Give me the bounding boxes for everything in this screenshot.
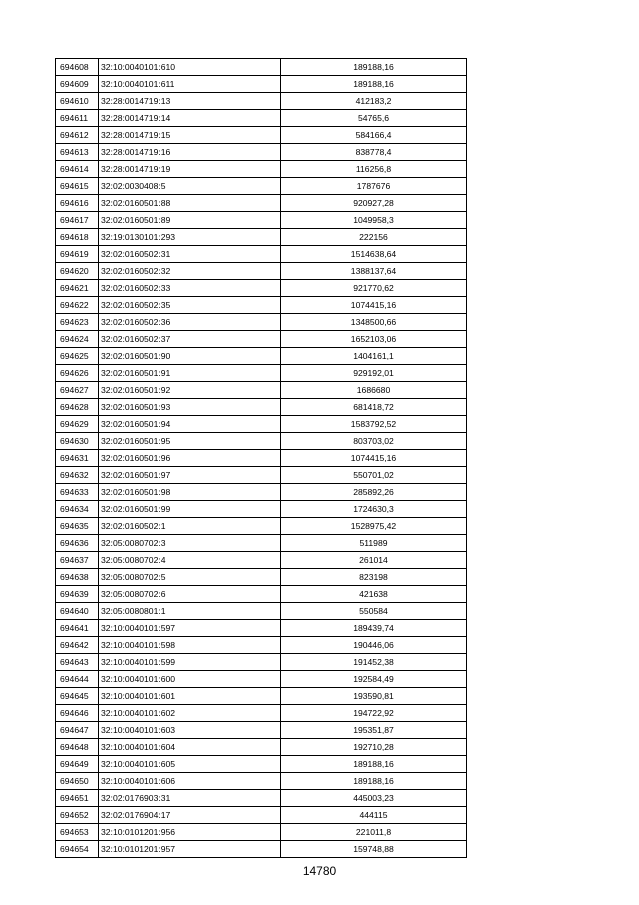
table-row xyxy=(56,246,467,263)
cadastral-number-cell: 32:28:0014719:16 xyxy=(99,144,281,161)
row-id-cell: 694627 xyxy=(56,382,99,399)
table-row xyxy=(56,722,467,739)
value-cell: 920927,28 xyxy=(281,195,467,212)
value-cell: 194722,92 xyxy=(281,705,467,722)
table-row xyxy=(56,654,467,671)
cadastral-number-cell: 32:05:0080702:3 xyxy=(99,535,281,552)
cadastral-number-cell: 32:02:0176903:31 xyxy=(99,790,281,807)
row-id-cell: 694608 xyxy=(56,59,99,76)
value-cell: 116256,8 xyxy=(281,161,467,178)
value-cell: 261014 xyxy=(281,552,467,569)
table-row xyxy=(56,297,467,314)
row-id-cell: 694632 xyxy=(56,467,99,484)
cadastral-number-cell: 32:02:0160502:32 xyxy=(99,263,281,280)
cadastral-number-cell: 32:02:0160502:36 xyxy=(99,314,281,331)
cadastral-number-cell: 32:10:0040101:605 xyxy=(99,756,281,773)
value-cell: 189188,16 xyxy=(281,756,467,773)
value-cell: 285892,26 xyxy=(281,484,467,501)
cadastral-number-cell: 32:05:0080801:1 xyxy=(99,603,281,620)
cadastral-number-cell: 32:02:0160501:99 xyxy=(99,501,281,518)
value-cell: 1652103,06 xyxy=(281,331,467,348)
cadastral-number-cell: 32:02:0160501:94 xyxy=(99,416,281,433)
row-id-cell: 694624 xyxy=(56,331,99,348)
cadastral-number-cell: 32:02:0160502:37 xyxy=(99,331,281,348)
table-row xyxy=(56,280,467,297)
table-row xyxy=(56,212,467,229)
cadastral-number-cell: 32:02:0160502:1 xyxy=(99,518,281,535)
table-row xyxy=(56,331,467,348)
row-id-cell: 694640 xyxy=(56,603,99,620)
table-row xyxy=(56,501,467,518)
row-id-cell: 694625 xyxy=(56,348,99,365)
table-row xyxy=(56,59,467,76)
row-id-cell: 694647 xyxy=(56,722,99,739)
cadastral-number-cell: 32:02:0160501:96 xyxy=(99,450,281,467)
table-row xyxy=(56,127,467,144)
row-id-cell: 694653 xyxy=(56,824,99,841)
cadastral-number-cell: 32:02:0160501:92 xyxy=(99,382,281,399)
cadastral-number-cell: 32:10:0040101:604 xyxy=(99,739,281,756)
row-id-cell: 694611 xyxy=(56,110,99,127)
table-row xyxy=(56,756,467,773)
table-row xyxy=(56,263,467,280)
cadastral-number-cell: 32:02:0160501:93 xyxy=(99,399,281,416)
cadastral-number-cell: 32:02:0160502:33 xyxy=(99,280,281,297)
value-cell: 681418,72 xyxy=(281,399,467,416)
cadastral-number-cell: 32:02:0160501:95 xyxy=(99,433,281,450)
row-id-cell: 694610 xyxy=(56,93,99,110)
value-cell: 444115 xyxy=(281,807,467,824)
table-row xyxy=(56,348,467,365)
row-id-cell: 694619 xyxy=(56,246,99,263)
value-cell: 445003,23 xyxy=(281,790,467,807)
cadastral-number-cell: 32:02:0160501:91 xyxy=(99,365,281,382)
table-row xyxy=(56,807,467,824)
row-id-cell: 694612 xyxy=(56,127,99,144)
table-row xyxy=(56,603,467,620)
cadastral-number-cell: 32:02:0160501:89 xyxy=(99,212,281,229)
value-cell: 550701,02 xyxy=(281,467,467,484)
table-body xyxy=(56,59,467,858)
table-row xyxy=(56,535,467,552)
cadastral-number-cell: 32:10:0040101:602 xyxy=(99,705,281,722)
row-id-cell: 694634 xyxy=(56,501,99,518)
table-row xyxy=(56,518,467,535)
cadastral-number-cell: 32:28:0014719:15 xyxy=(99,127,281,144)
row-id-cell: 694616 xyxy=(56,195,99,212)
row-id-cell: 694615 xyxy=(56,178,99,195)
row-id-cell: 694628 xyxy=(56,399,99,416)
value-cell: 1528975,42 xyxy=(281,518,467,535)
cadastral-number-cell: 32:02:0160501:97 xyxy=(99,467,281,484)
table-row xyxy=(56,144,467,161)
row-id-cell: 694631 xyxy=(56,450,99,467)
table-row xyxy=(56,178,467,195)
row-id-cell: 694651 xyxy=(56,790,99,807)
table-row xyxy=(56,365,467,382)
row-id-cell: 694649 xyxy=(56,756,99,773)
table-row xyxy=(56,399,467,416)
cadastral-number-cell: 32:28:0014719:13 xyxy=(99,93,281,110)
value-cell: 193590,81 xyxy=(281,688,467,705)
value-cell: 190446,06 xyxy=(281,637,467,654)
cadastral-number-cell: 32:10:0040101:606 xyxy=(99,773,281,790)
table-row xyxy=(56,620,467,637)
cadastral-number-cell: 32:02:0160501:88 xyxy=(99,195,281,212)
cadastral-number-cell: 32:05:0080702:4 xyxy=(99,552,281,569)
cadastral-number-cell: 32:10:0040101:597 xyxy=(99,620,281,637)
cadastral-number-cell: 32:02:0160502:31 xyxy=(99,246,281,263)
value-cell: 195351,87 xyxy=(281,722,467,739)
row-id-cell: 694642 xyxy=(56,637,99,654)
row-id-cell: 694641 xyxy=(56,620,99,637)
table-row xyxy=(56,416,467,433)
row-id-cell: 694629 xyxy=(56,416,99,433)
cadastral-number-cell: 32:28:0014719:14 xyxy=(99,110,281,127)
row-id-cell: 694639 xyxy=(56,586,99,603)
table-row xyxy=(56,110,467,127)
value-cell: 1388137,64 xyxy=(281,263,467,280)
row-id-cell: 694622 xyxy=(56,297,99,314)
data-table xyxy=(55,58,467,858)
value-cell: 1074415,16 xyxy=(281,450,467,467)
row-id-cell: 694654 xyxy=(56,841,99,858)
table-row xyxy=(56,637,467,654)
row-id-cell: 694643 xyxy=(56,654,99,671)
table-row xyxy=(56,76,467,93)
row-id-cell: 694645 xyxy=(56,688,99,705)
value-cell: 1348500,66 xyxy=(281,314,467,331)
cadastral-number-cell: 32:10:0101201:957 xyxy=(99,841,281,858)
table-row xyxy=(56,195,467,212)
row-id-cell: 694646 xyxy=(56,705,99,722)
value-cell: 421638 xyxy=(281,586,467,603)
table-row xyxy=(56,790,467,807)
value-cell: 803703,02 xyxy=(281,433,467,450)
row-id-cell: 694620 xyxy=(56,263,99,280)
table-row xyxy=(56,229,467,246)
value-cell: 192584,49 xyxy=(281,671,467,688)
value-cell: 1724630,3 xyxy=(281,501,467,518)
cadastral-number-cell: 32:10:0040101:603 xyxy=(99,722,281,739)
table-row xyxy=(56,841,467,858)
table-row xyxy=(56,773,467,790)
row-id-cell: 694621 xyxy=(56,280,99,297)
row-id-cell: 694626 xyxy=(56,365,99,382)
cadastral-number-cell: 32:28:0014719:19 xyxy=(99,161,281,178)
row-id-cell: 694637 xyxy=(56,552,99,569)
cadastral-number-cell: 32:10:0040101:599 xyxy=(99,654,281,671)
value-cell: 823198 xyxy=(281,569,467,586)
cadastral-number-cell: 32:02:0160501:98 xyxy=(99,484,281,501)
cadastral-number-cell: 32:19:0130101:293 xyxy=(99,229,281,246)
row-id-cell: 694652 xyxy=(56,807,99,824)
table-row xyxy=(56,93,467,110)
value-cell: 189188,16 xyxy=(281,773,467,790)
table-row xyxy=(56,314,467,331)
table-row xyxy=(56,450,467,467)
cadastral-number-cell: 32:10:0040101:598 xyxy=(99,637,281,654)
value-cell: 1074415,16 xyxy=(281,297,467,314)
cadastral-number-cell: 32:05:0080702:5 xyxy=(99,569,281,586)
row-id-cell: 694638 xyxy=(56,569,99,586)
value-cell: 54765,6 xyxy=(281,110,467,127)
row-id-cell: 694613 xyxy=(56,144,99,161)
value-cell: 192710,28 xyxy=(281,739,467,756)
value-cell: 838778,4 xyxy=(281,144,467,161)
table-row xyxy=(56,569,467,586)
row-id-cell: 694648 xyxy=(56,739,99,756)
table-row xyxy=(56,705,467,722)
row-id-cell: 694609 xyxy=(56,76,99,93)
cadastral-number-cell: 32:02:0030408:5 xyxy=(99,178,281,195)
row-id-cell: 694636 xyxy=(56,535,99,552)
table-row xyxy=(56,484,467,501)
cadastral-number-cell: 32:10:0040101:611 xyxy=(99,76,281,93)
value-cell: 189188,16 xyxy=(281,59,467,76)
value-cell: 1404161,1 xyxy=(281,348,467,365)
cadastral-number-cell: 32:05:0080702:6 xyxy=(99,586,281,603)
value-cell: 189439,74 xyxy=(281,620,467,637)
row-id-cell: 694635 xyxy=(56,518,99,535)
table-row xyxy=(56,824,467,841)
cadastral-number-cell: 32:10:0101201:956 xyxy=(99,824,281,841)
table-row xyxy=(56,671,467,688)
page-number: 14780 xyxy=(302,864,337,878)
row-id-cell: 694614 xyxy=(56,161,99,178)
row-id-cell: 694633 xyxy=(56,484,99,501)
table-row xyxy=(56,552,467,569)
value-cell: 189188,16 xyxy=(281,76,467,93)
cadastral-number-cell: 32:10:0040101:601 xyxy=(99,688,281,705)
table-row xyxy=(56,739,467,756)
value-cell: 1686680 xyxy=(281,382,467,399)
table-row xyxy=(56,586,467,603)
cadastral-number-cell: 32:10:0040101:600 xyxy=(99,671,281,688)
table-row xyxy=(56,433,467,450)
value-cell: 1514638,64 xyxy=(281,246,467,263)
row-id-cell: 694630 xyxy=(56,433,99,450)
table-row xyxy=(56,382,467,399)
cadastral-number-cell: 32:02:0176904:17 xyxy=(99,807,281,824)
row-id-cell: 694650 xyxy=(56,773,99,790)
row-id-cell: 694644 xyxy=(56,671,99,688)
value-cell: 221011,8 xyxy=(281,824,467,841)
cadastral-number-cell: 32:10:0040101:610 xyxy=(99,59,281,76)
cadastral-number-cell: 32:02:0160502:35 xyxy=(99,297,281,314)
value-cell: 1787676 xyxy=(281,178,467,195)
value-cell: 584166,4 xyxy=(281,127,467,144)
value-cell: 1049958,3 xyxy=(281,212,467,229)
value-cell: 159748,88 xyxy=(281,841,467,858)
value-cell: 222156 xyxy=(281,229,467,246)
table-row xyxy=(56,161,467,178)
value-cell: 412183,2 xyxy=(281,93,467,110)
value-cell: 511989 xyxy=(281,535,467,552)
cadastral-number-cell: 32:02:0160501:90 xyxy=(99,348,281,365)
value-cell: 921770,62 xyxy=(281,280,467,297)
value-cell: 929192,01 xyxy=(281,365,467,382)
value-cell: 550584 xyxy=(281,603,467,620)
table-row xyxy=(56,688,467,705)
row-id-cell: 694617 xyxy=(56,212,99,229)
table-row xyxy=(56,467,467,484)
row-id-cell: 694618 xyxy=(56,229,99,246)
value-cell: 1583792,52 xyxy=(281,416,467,433)
value-cell: 191452,38 xyxy=(281,654,467,671)
row-id-cell: 694623 xyxy=(56,314,99,331)
